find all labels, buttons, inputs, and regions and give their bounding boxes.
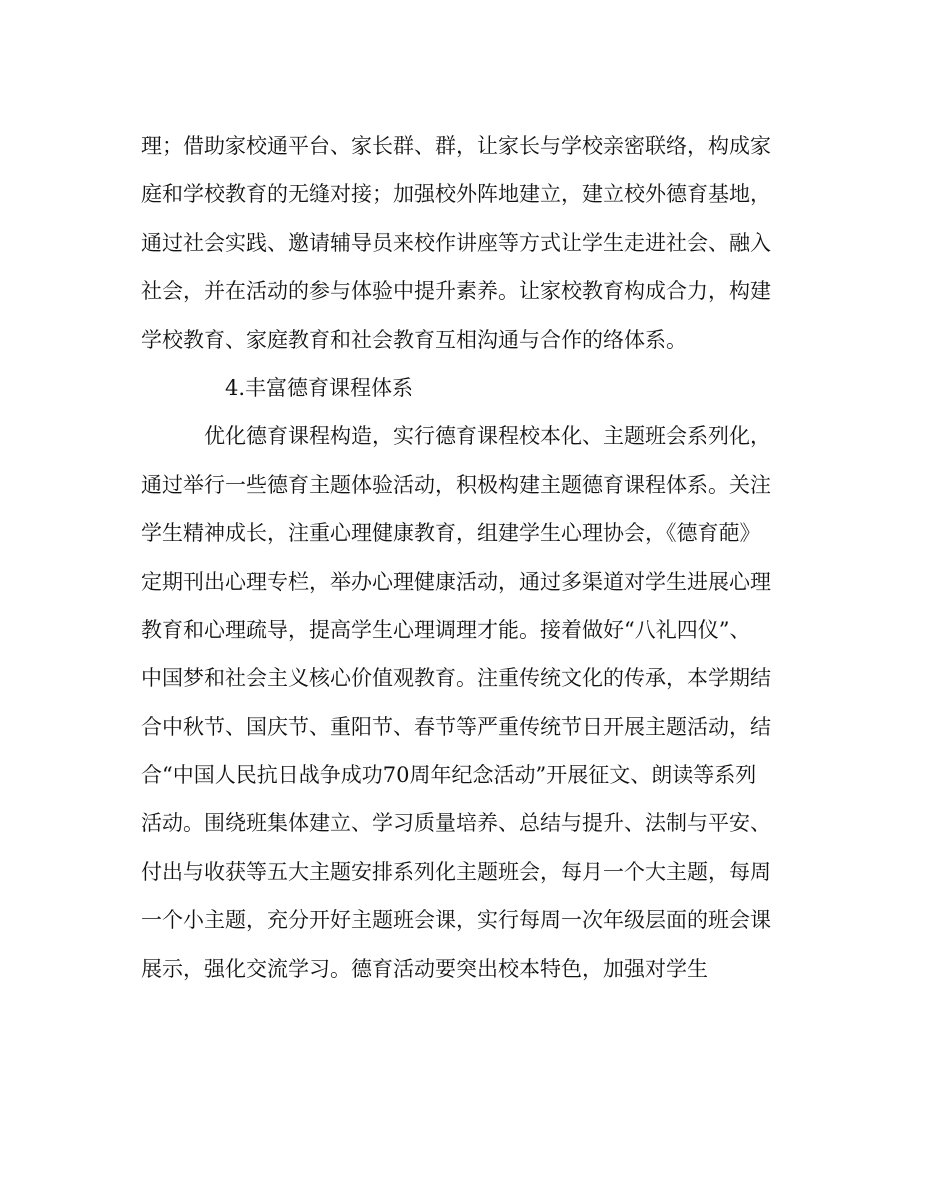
paragraph-line: 中国梦和社会主义核心价值观教育。注重传统文化的传承，本学期结: [141, 666, 771, 691]
paragraph-line: 展示，强化交流学习。德育活动要突出校本特色，加强对学生: [141, 956, 708, 981]
paragraph-line: 教育和心理疏导，提高学生心理调理才能。接着做好“八礼四仪”、: [141, 617, 751, 642]
paragraph-line: 活动。围绕班集体建立、学习质量培养、总结与提升、法制与平安、: [141, 811, 771, 836]
paragraph-line: 合“中国人民抗日战争成功70周年纪念活动”开展征文、朗读等系列: [141, 763, 757, 788]
paragraph-line: 理；借助家校通平台、家长群、群，让家长与学校亲密联络，构成家: [141, 134, 771, 158]
paragraph-line: 通过举行一些德育主题体验活动，积极构建主题德育课程体系。关注: [141, 472, 771, 497]
paragraph-line: 一个小主题，充分开好主题班会课，实行每周一次年级层面的班会课: [141, 908, 771, 933]
paragraph-first-line: 优化德育课程构造，实行德育课程校本化、主题班会系列化，: [204, 424, 771, 449]
section-heading: 4.丰富德育课程体系: [225, 375, 414, 400]
paragraph-line: 合中秋节、国庆节、重阳节、春节等严重传统节日开展主题活动，结: [141, 714, 771, 739]
paragraph-line: 学生精神成长，注重心理健康教育，组建学生心理协会，《德育葩》: [141, 521, 761, 546]
paragraph-line: 学校教育、家庭教育和社会教育互相沟通与合作的络体系。: [141, 327, 687, 352]
paragraph-line: 庭和学校教育的无缝对接；加强校外阵地建立，建立校外德育基地，: [141, 182, 771, 207]
paragraph-line: 通过社会实践、邀请辅导员来校作讲座等方式让学生走进社会、融入: [141, 230, 771, 255]
paragraph-line: 定期刊出心理专栏，举办心理健康活动，通过多渠道对学生进展心理: [141, 569, 771, 594]
document-body: [141, 131, 831, 1002]
paragraph-line: 社会，并在活动的参与体验中提升素养。让家校教育构成合力，构建: [141, 279, 771, 304]
paragraph-line: 付出与收获等五大主题安排系列化主题班会，每月一个大主题，每周: [141, 859, 771, 884]
